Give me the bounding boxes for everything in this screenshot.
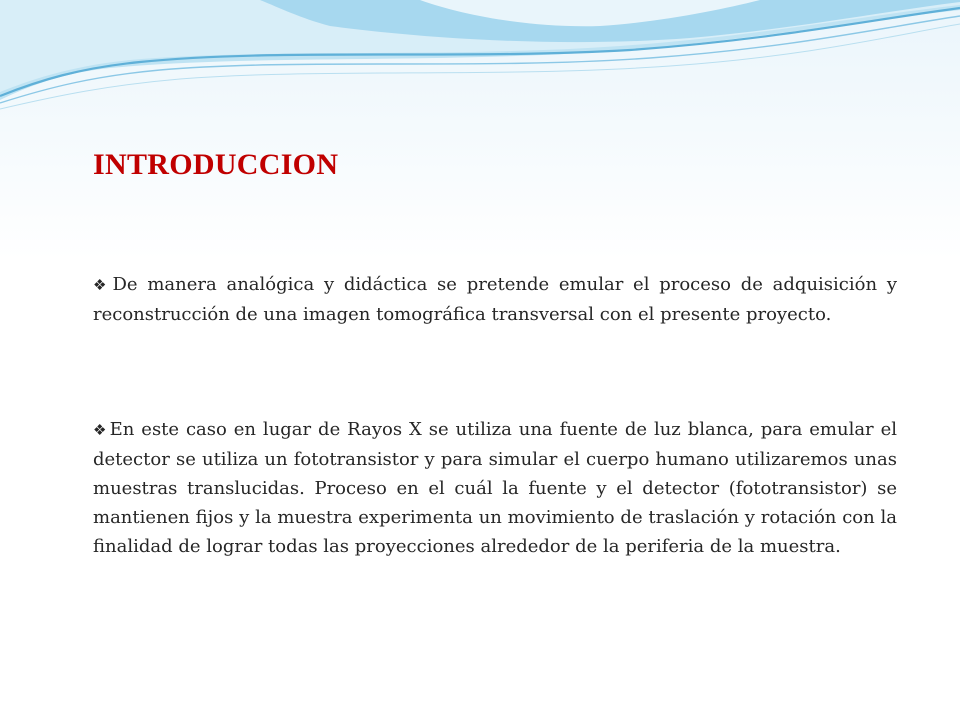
bullet-item-1: [93, 270, 897, 329]
decorative-wave-header: [0, 0, 960, 120]
bullet-text-1: De manera analógica y didáctica se pretende emular el proceso de adquisición y reconstrucción de una imagen tomográfica transversal con el presente proyecto.: [93, 274, 897, 325]
bullet-text-2: En este caso en lugar de Rayos X se utiliza una fuente de luz blanca, para emular el detector se utiliza un fototransistor y para simular el cuerpo humano utilizaremos unas muestras translucidas. Proceso en el cuál la fuente y el detector (fototransistor) se mantienen fijos y la muestra experimenta un movimiento de traslación y rotación con la finalidad de lograr todas las proyecciones alrededor de la periferia de la muestra.: [93, 419, 897, 557]
bullet-item-2: [93, 415, 897, 561]
bullet-list-1: [93, 270, 897, 329]
slide-title: INTRODUCCION: [93, 148, 339, 181]
diamond-bullet-icon: ❖: [93, 276, 111, 294]
bullet-list-2: [93, 415, 897, 561]
diamond-bullet-icon: ❖: [93, 421, 108, 439]
